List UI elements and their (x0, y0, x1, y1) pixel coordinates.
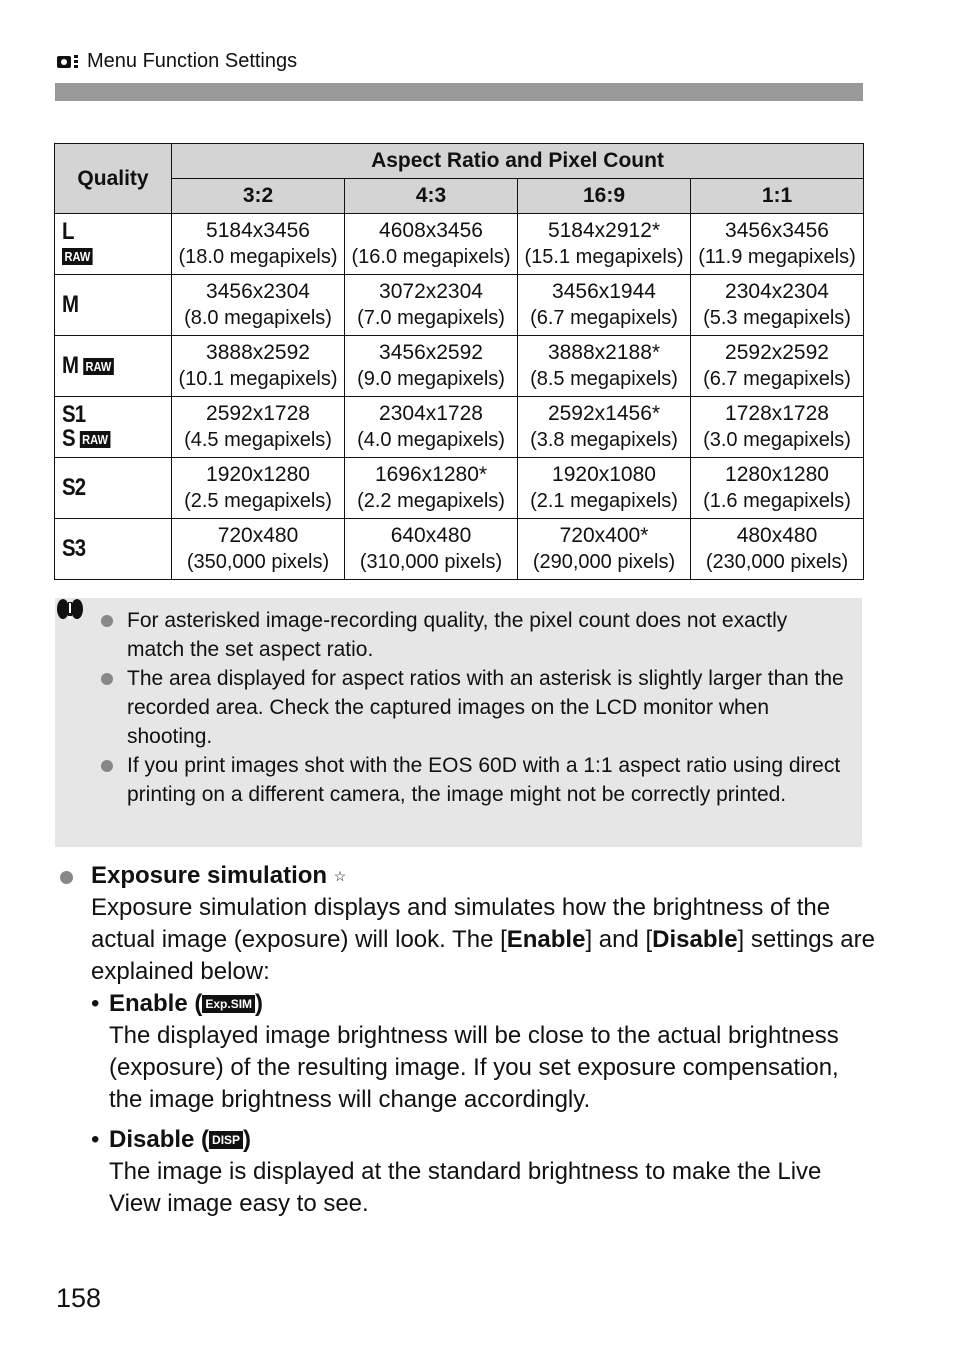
header-title: Menu Function Settings (87, 50, 298, 72)
quality-cell: S1 S RAW (55, 397, 172, 458)
pixel-count-cell: 1280x1280 (1.6 megapixels) (691, 458, 864, 519)
quality-cell: L RAW (55, 214, 172, 275)
pixel-count-cell: 720x480 (350,000 pixels) (172, 519, 345, 580)
caution-box (55, 598, 862, 847)
pixel-count-cell: 2592x2592 (6.7 megapixels) (691, 336, 864, 397)
quality-cell: M (55, 275, 172, 336)
quality-cell: S2 (55, 458, 172, 519)
pixel-count-cell: 480x480 (230,000 pixels) (691, 519, 864, 580)
enable-item: • Enable ( Exp.SIM ) The displayed image brightness will be close to the actual brightness (exposure) of the resulting image. If you set exposure compensation, the image brightness will change accordingly. (91, 988, 878, 1116)
quality-cell: M RAW (55, 336, 172, 397)
quality-header: Quality (55, 144, 172, 214)
pixel-count-cell: 720x400* (290,000 pixels) (518, 519, 691, 580)
exposure-section (58, 860, 878, 1220)
display-sim-icon: DISP (209, 1131, 243, 1149)
pixel-count-cell: 3072x2304 (7.0 megapixels) (345, 275, 518, 336)
ratio-header: 16:9 (518, 179, 691, 214)
pixel-count-cell: 5184x3456 (18.0 megapixels) (172, 214, 345, 275)
raw-badge: RAW (80, 431, 111, 448)
caution-item: For asterisked image-recording quality, the pixel count does not exactly match the set aspect ratio. (99, 606, 849, 664)
raw-badge: RAW (62, 248, 93, 265)
pixel-count-cell: 1728x1728 (3.0 megapixels) (691, 397, 864, 458)
table-row (55, 458, 864, 519)
pixel-count-cell: 3456x2304 (8.0 megapixels) (172, 275, 345, 336)
pixel-count-cell: 2304x2304 (5.3 megapixels) (691, 275, 864, 336)
pixel-count-cell: 1920x1280 (2.5 megapixels) (172, 458, 345, 519)
table-row (55, 214, 864, 275)
quality-table (54, 143, 864, 580)
page-header (57, 50, 297, 73)
pixel-count-cell: 3888x2592 (10.1 megapixels) (172, 336, 345, 397)
camera-menu-icon (57, 54, 81, 70)
pixel-count-cell: 3456x2592 (9.0 megapixels) (345, 336, 518, 397)
pixel-count-cell: 1696x1280* (2.2 megapixels) (345, 458, 518, 519)
table-row (55, 275, 864, 336)
table-row (55, 336, 864, 397)
pixel-count-cell: 3456x1944 (6.7 megapixels) (518, 275, 691, 336)
pixel-count-cell: 640x480 (310,000 pixels) (345, 519, 518, 580)
disable-text: The image is displayed at the standard brightness to make the Live View image easy to see. (109, 1158, 822, 1217)
quality-cell: S3 (55, 519, 172, 580)
ratio-header: 1:1 (691, 179, 864, 214)
ratio-header: 4:3 (345, 179, 518, 214)
pixel-count-cell: 2592x1728 (4.5 megapixels) (172, 397, 345, 458)
exposure-title: Exposure simulation ☆ (91, 862, 347, 889)
pixel-count-cell: 5184x2912* (15.1 megapixels) (518, 214, 691, 275)
section-bullet (60, 871, 73, 884)
caution-icon (55, 598, 85, 624)
disable-item: • Disable ( DISP ) The image is displayed at the standard brightness to make the Live View image easy to see. (91, 1124, 878, 1220)
table-row (55, 519, 864, 580)
page-number: 158 (56, 1283, 102, 1313)
pixel-count-cell: 4608x3456 (16.0 megapixels) (345, 214, 518, 275)
table-row (55, 397, 864, 458)
enable-text: The displayed image brightness will be close to the actual brightness (exposure) of the resulting image. If you set exposure compensation, the image brightness will change accordingly. (109, 1022, 839, 1113)
raw-badge: RAW (83, 358, 114, 375)
star-icon: ☆ (333, 868, 347, 884)
pixel-count-cell: 2592x1456* (3.8 megapixels) (518, 397, 691, 458)
aspect-header: Aspect Ratio and Pixel Count (172, 144, 864, 179)
pixel-count-cell: 1920x1080 (2.1 megapixels) (518, 458, 691, 519)
exposure-sim-icon: Exp.SIM (202, 995, 255, 1013)
header-rule (55, 83, 863, 101)
pixel-count-cell: 3888x2188* (8.5 megapixels) (518, 336, 691, 397)
caution-item: The area displayed for aspect ratios with an asterisk is slightly larger than the recorded area. Check the captured images on the LCD monitor when shooting. (99, 664, 849, 751)
pixel-count-cell: 2304x1728 (4.0 megapixels) (345, 397, 518, 458)
ratio-header: 3:2 (172, 179, 345, 214)
caution-item: If you print images shot with the EOS 60D with a 1:1 aspect ratio using direct printing on a different camera, the image might not be correctly printed. (99, 751, 849, 809)
exposure-intro: Exposure simulation displays and simulates how the brightness of the actual image (exposure) will look. The [Enable] and [Disable] settings are explained below: (91, 894, 875, 985)
pixel-count-cell: 3456x3456 (11.9 megapixels) (691, 214, 864, 275)
